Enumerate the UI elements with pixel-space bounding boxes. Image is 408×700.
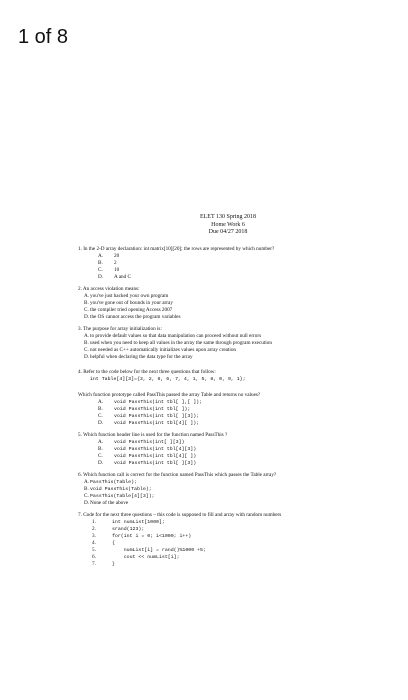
option-letter: A. — [84, 292, 90, 299]
answer-option — [78, 420, 378, 427]
answer-option — [78, 354, 378, 361]
option-text: void PassThis(Table); — [90, 486, 152, 492]
option-text: void PassThis(int tbl[ ][3]) — [114, 460, 197, 466]
option-letter: A. — [84, 478, 90, 485]
code-line — [78, 561, 378, 568]
code-text: { — [112, 540, 115, 546]
option-letter: C. — [84, 346, 89, 353]
option-text: helpful when declaring the data type for the array — [90, 353, 193, 360]
option-text: A and C — [114, 273, 132, 280]
option-letter: D. — [98, 419, 104, 426]
code-line — [78, 554, 378, 561]
code-line — [78, 533, 378, 540]
question-stem: 5. Which function header line is used for the function named PassThis ? — [78, 431, 228, 438]
option-letter: A. — [98, 398, 104, 405]
option-text: void PassThis(int tbl[ ],[ ]); — [114, 399, 203, 405]
document-header — [78, 214, 378, 237]
option-letter: D. — [84, 353, 90, 360]
option-text: void PassThis(int tbl[4][ ]); — [114, 420, 200, 426]
line-number: 1. — [92, 518, 96, 525]
answer-option — [78, 340, 378, 347]
option-text: 2 — [114, 259, 117, 266]
option-letter: D. — [84, 499, 90, 506]
answer-option — [78, 453, 378, 460]
option-text: void PassThis(int tbl[ ]); — [114, 406, 191, 412]
option-letter: B. — [84, 299, 89, 306]
option-text: PassThis(Table[4][3]); — [90, 493, 155, 499]
line-number: 7. — [92, 560, 96, 567]
question-stem: 6. Which function call is correct for the function named PassThis which passes the Table array? — [78, 471, 277, 478]
option-letter: C. — [98, 412, 103, 419]
question-stem: 3. The purpose for array initialization is: — [78, 325, 162, 332]
option-text: you've just hacked your own program — [90, 292, 169, 299]
answer-option — [78, 486, 378, 493]
question-3 — [78, 326, 378, 361]
answer-option — [78, 333, 378, 340]
option-text: the compiler tried opening Access 2007 — [90, 306, 173, 313]
code-text: int numList[1000]; — [112, 519, 165, 525]
code-text: cout << numList[i]; — [112, 554, 180, 560]
answer-option — [78, 479, 378, 486]
code-text: for(int i = 0; i<1000; i++) — [112, 533, 192, 539]
question-stem: 1. In the 2-D array declaration: int matrix[10][20]; the rows are represented by which number? — [78, 245, 275, 252]
homework-document — [78, 214, 378, 573]
question-stem: 2. An access violation means: — [78, 285, 140, 292]
answer-option — [78, 500, 378, 507]
answer-option — [78, 260, 378, 267]
question-1 — [78, 246, 378, 281]
answer-option — [78, 413, 378, 420]
code-text: } — [112, 561, 115, 567]
code-line — [78, 540, 378, 547]
option-text: you've gone out of bounds in your array — [90, 299, 173, 306]
question-4 — [78, 369, 378, 427]
course-title: ELET 130 Spring 2018 — [199, 214, 257, 220]
option-text: PassThis(Table); — [90, 479, 137, 485]
line-number: 2. — [92, 525, 96, 532]
option-text: None of the above — [90, 499, 129, 506]
answer-option — [78, 267, 378, 274]
answer-option — [78, 314, 378, 321]
option-text: 10 — [114, 266, 120, 273]
question-stem: 7. Code for the next three questions – this code is supposed to fill and array with random numbers — [78, 511, 282, 518]
option-letter: B. — [98, 405, 103, 412]
answer-option — [78, 300, 378, 307]
code-text: numList[i] = rand()%1000 +5; — [112, 547, 206, 553]
code-line — [78, 547, 378, 554]
answer-option — [78, 460, 378, 467]
answer-option — [78, 293, 378, 300]
line-number: 4. — [92, 539, 96, 546]
option-letter: D. — [98, 459, 104, 466]
option-letter: A. — [98, 252, 104, 259]
option-letter: C. — [98, 452, 103, 459]
option-text: to provide default values so that data manipulation can proceed without null errors — [90, 332, 262, 339]
option-letter: B. — [84, 485, 89, 492]
answer-option — [78, 399, 378, 406]
answer-option — [78, 274, 378, 281]
option-text: not needed as C++ automatically initializes values upon array creation — [90, 346, 237, 353]
due-date: Due 04/27 2018 — [208, 229, 248, 235]
code-snippet: int Table[4][3]={3, 2, 8, 6, 7, 4, 1, 5, 8, 0, 9, 1}; — [90, 376, 246, 382]
answer-option — [78, 493, 378, 500]
question-2 — [78, 286, 378, 321]
option-text: void PassThis(int tbl[4][3]) — [114, 446, 197, 452]
answer-option — [78, 406, 378, 413]
question-7 — [78, 512, 378, 568]
option-letter: A. — [84, 332, 90, 339]
question-5 — [78, 432, 378, 467]
question-stem: Which function prototype called PassThis passed the array Table and returns no values? — [78, 391, 261, 398]
option-text: void PassThis(int[ ][3]) — [114, 439, 185, 445]
question-intro: 4. Refer to the code below for the next three questions that follow: — [78, 368, 216, 375]
option-text: the OS cannot access the program variables — [90, 313, 181, 320]
option-letter: A. — [98, 438, 104, 445]
option-letter: C. — [98, 266, 103, 273]
option-letter: D. — [98, 273, 104, 280]
option-text: void PassThis(int tbl[ ][3]); — [114, 413, 200, 419]
answer-option — [78, 439, 378, 446]
option-letter: B. — [84, 339, 89, 346]
option-letter: C. — [84, 492, 89, 499]
option-text: void PassThis(int tbl[4][ ]) — [114, 453, 197, 459]
option-letter: C. — [84, 306, 89, 313]
line-number: 5. — [92, 546, 96, 553]
option-letter: B. — [98, 259, 103, 266]
option-text: 20 — [114, 252, 120, 259]
code-text: srand(123); — [112, 526, 145, 532]
answer-option — [78, 347, 378, 354]
line-number: 3. — [92, 532, 96, 539]
answer-option — [78, 446, 378, 453]
question-6 — [78, 472, 378, 507]
page-counter: 1 of 8 — [18, 26, 69, 48]
code-line — [78, 519, 378, 526]
option-letter: B. — [98, 445, 103, 452]
option-text: used when you need to keep all values in the array the same through program execution — [90, 339, 272, 346]
answer-option — [78, 253, 378, 260]
line-number: 6. — [92, 553, 96, 560]
homework-title: Home Work 6 — [211, 221, 245, 228]
answer-option — [78, 307, 378, 314]
option-letter: D. — [84, 313, 90, 320]
code-line — [78, 526, 378, 533]
